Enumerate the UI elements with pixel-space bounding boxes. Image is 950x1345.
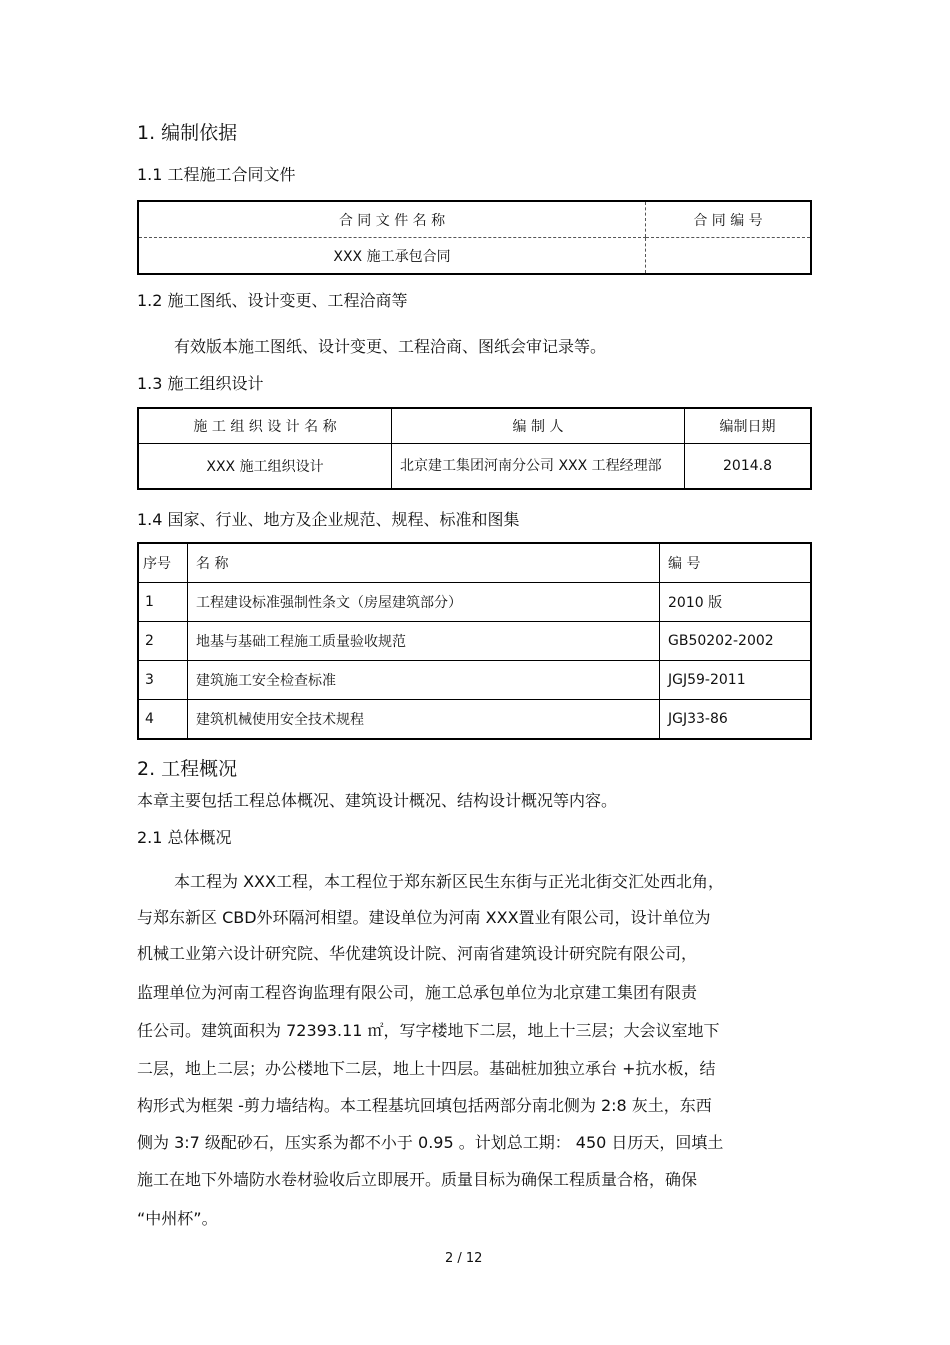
standards-name-cell: 建筑机械使用安全技术规程 [188, 700, 660, 740]
paragraph-line: 本工程为 XXX工程，本工程位于郑东新区民生东街与正光北街交汇处西北角， [174, 872, 724, 891]
standards-code-header: 编 号 [660, 543, 812, 583]
design-name-cell: XXX 施工组织设计 [138, 444, 392, 490]
paragraph-line: 构形式为框架 -剪力墙结构。本工程基坑回填包括两部分南北侧为 2:8 灰土，东西 [137, 1096, 712, 1115]
standards-name-cell: 工程建设标准强制性条文（房屋建筑部分） [188, 583, 660, 622]
standards-code-cell: GB50202-2002 [660, 622, 812, 661]
standards-code-cell: 2010 版 [660, 583, 812, 622]
section-1-3-heading: 1.3 施工组织设计 [137, 374, 264, 393]
standards-table [137, 542, 812, 740]
standards-no-cell: 1 [138, 583, 188, 622]
table-row [138, 661, 811, 700]
page-number: 2 / 12 [445, 1251, 483, 1266]
design-author-cell: 北京建工集团河南分公司 XXX 工程经理部 [392, 444, 685, 490]
design-author-header: 编 制 人 [392, 408, 685, 444]
paragraph-line: 二层，地上二层；办公楼地下二层，地上十四层。基础桩加独立承台 +抗水板，结 [137, 1059, 716, 1078]
table-row [138, 700, 811, 740]
section-1-heading: 1. 编制依据 [137, 122, 238, 144]
design-date-cell: 2014.8 [685, 444, 812, 490]
section-1-2-text: 有效版本施工图纸、设计变更、工程洽商、图纸会审记录等。 [174, 337, 607, 356]
section-1-2-heading: 1.2 施工图纸、设计变更、工程洽商等 [137, 291, 408, 310]
standards-code-cell: JGJ59-2011 [660, 661, 812, 700]
contract-name-cell: XXX 施工承包合同 [333, 248, 451, 265]
design-date-header: 编制日期 [685, 408, 812, 444]
standards-name-cell: 建筑施工安全检查标准 [188, 661, 660, 700]
design-name-header: 施 工 组 织 设 计 名 称 [138, 408, 392, 444]
standards-no-cell: 4 [138, 700, 188, 740]
standards-no-cell: 3 [138, 661, 188, 700]
section-2-intro: 本章主要包括工程总体概况、建筑设计概况、结构设计概况等内容。 [137, 791, 618, 810]
paragraph-line: 侧为 3:7 级配砂石，压实系为都不小于 0.95 。计划总工期： 450 日历天，回填土 [137, 1133, 724, 1152]
standards-name-cell: 地基与基础工程施工质量验收规范 [188, 622, 660, 661]
section-1-4-heading: 1.4 国家、行业、地方及企业规范、规程、标准和图集 [137, 510, 520, 529]
paragraph-line: 机械工业第六设计研究院、华优建筑设计院、河南省建筑设计研究院有限公司， [137, 944, 698, 963]
section-2-1-heading: 2.1 总体概况 [137, 828, 232, 847]
construction-design-table [137, 407, 812, 490]
table-row [138, 583, 811, 622]
contract-code-cell [646, 238, 812, 275]
contract-code-header: 合 同 编 号 [646, 201, 812, 238]
paragraph-line: 监理单位为河南工程咨询监理有限公司，施工总承包单位为北京建工集团有限责 [137, 983, 698, 1002]
section-2-heading: 2. 工程概况 [137, 758, 238, 780]
contract-name-header: 合 同 文 件 名 称 [138, 201, 646, 238]
standards-name-header: 名 称 [188, 543, 660, 583]
contract-table [137, 200, 812, 275]
standards-code-cell: JGJ33-86 [660, 700, 812, 740]
paragraph-line: 任公司。建筑面积为 72393.11 ㎡，写字楼地下二层，地上十三层；大会议室地下 [137, 1021, 720, 1040]
paragraph-line: 与郑东新区 CBD外环隔河相望。建设单位为河南 XXX置业有限公司，设计单位为 [137, 908, 711, 927]
standards-no-cell: 2 [138, 622, 188, 661]
paragraph-line: 施工在地下外墙防水卷材验收后立即展开。质量目标为确保工程质量合格，确保 [137, 1170, 698, 1189]
table-row [138, 622, 811, 661]
paragraph-line: “中州杯”。 [137, 1209, 218, 1228]
standards-no-header: 序号 [138, 543, 188, 583]
section-1-1-heading: 1.1 工程施工合同文件 [137, 165, 296, 184]
